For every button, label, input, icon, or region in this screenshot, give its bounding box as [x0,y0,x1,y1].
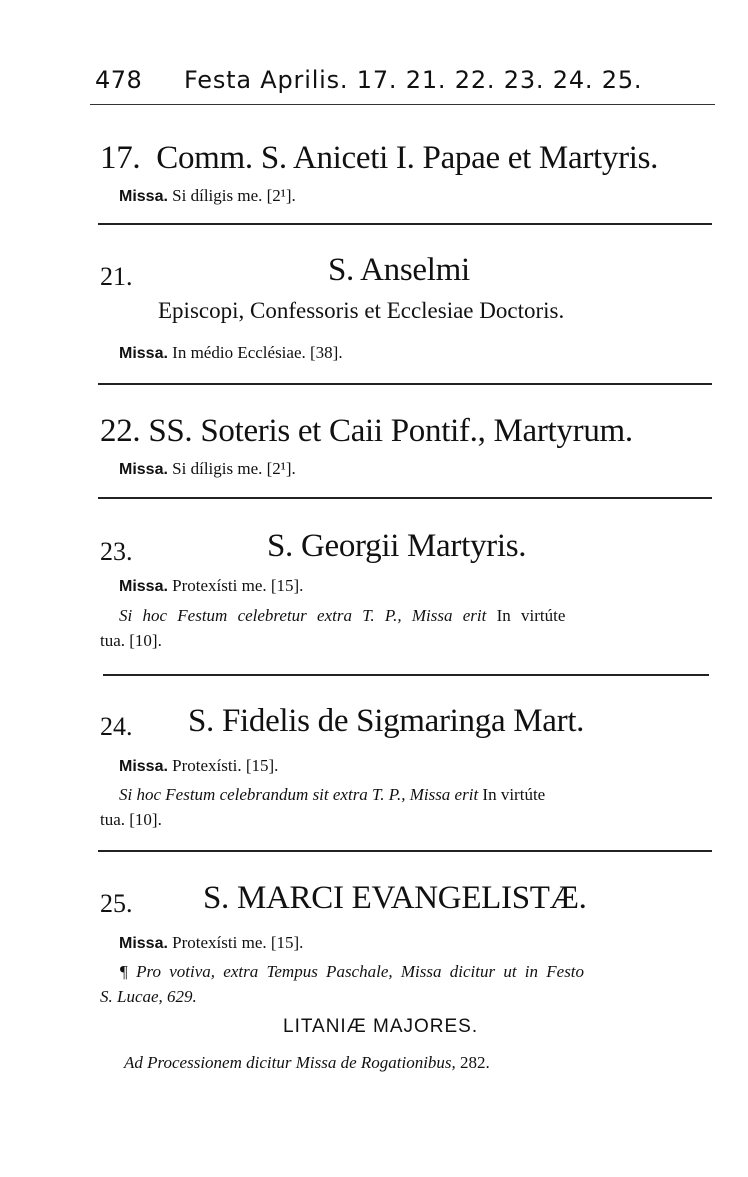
section-23-heading: S. Georgii Martyris. [267,528,527,564]
section-17-title [100,140,658,177]
header-title: Festa Aprilis. 17. 21. 22. 23. 24. 25. [184,66,643,94]
section-22-heading: SS. Soteris et Caii Pontif., Martyrum. [148,413,633,449]
missa-text: In médio Ecclésiae. [38]. [172,343,343,362]
note-plain: In virtúte [482,785,546,804]
section-23-note [119,606,565,626]
missa-label: Missa. [119,578,168,595]
missa-label: Missa. [119,935,168,952]
litaniae-italic: Ad Processionem dicitur Missa de Rogationibus, [124,1053,456,1072]
section-25-missa [119,933,303,953]
section-17-heading: Comm. S. Aniceti I. Papae et Martyris. [156,140,659,176]
missa-text: Protexísti. [15]. [172,756,279,775]
section-divider [98,497,712,499]
missa-label: Missa. [119,461,168,478]
section-24-day: 24. [100,712,133,741]
litaniae-text [124,1053,490,1073]
note-italic: Si hoc Festum celebretur extra T. P., Missa erit [119,606,487,625]
section-divider [98,383,712,385]
section-25-heading: S. MARCI EVANGELISTÆ. [203,880,587,916]
section-23-note-cont: tua. [10]. [100,631,162,650]
section-22-day: 22. [100,413,141,449]
litaniae-heading: LITANIÆ MAJORES. [283,1016,479,1037]
section-divider [98,223,712,225]
section-25-note-cont [100,987,197,1007]
section-25-note: ¶ Pro votiva, extra Tempus Paschale, Missa dicitur ut in Festo [119,962,585,981]
page-number: 478 [95,66,143,94]
missa-text: Si díligis me. [2¹]. [172,186,296,205]
section-24-heading: S. Fidelis de Sigmaringa Mart. [188,703,585,739]
section-23-missa [119,576,303,596]
section-21-day: 21. [100,262,133,291]
section-21-missa [119,343,343,363]
note-plain: In virtúte [496,606,566,625]
missa-text: Protexísti me. [15]. [172,576,304,595]
missa-label: Missa. [119,758,168,775]
section-22-missa [119,459,296,479]
missa-text: Si díligis me. [2¹]. [172,459,296,478]
section-25-day: 25. [100,889,133,918]
section-24-missa [119,756,278,776]
section-22-title [100,413,633,450]
header-rule [90,104,715,105]
section-17-day: 17. [100,140,141,176]
missa-label: Missa. [119,345,168,362]
litaniae-ref: 282. [460,1053,490,1072]
note-italic: Si hoc Festum celebrandum sit extra T. P., Missa erit [119,785,479,804]
section-divider [98,850,712,852]
missa-text: Protexísti me. [15]. [172,933,304,952]
note-italic: S. Lucae, 629. [100,987,197,1006]
missa-label: Missa. [119,188,168,205]
section-23-day: 23. [100,537,133,566]
section-24-note [119,785,545,805]
section-17-missa [119,186,296,206]
section-21-subtitle: Episcopi, Confessoris et Ecclesiae Doctoris. [158,298,565,323]
section-24-note-cont: tua. [10]. [100,810,162,829]
section-divider [103,674,709,676]
running-header [95,60,715,100]
section-21-heading: S. Anselmi [328,252,470,288]
